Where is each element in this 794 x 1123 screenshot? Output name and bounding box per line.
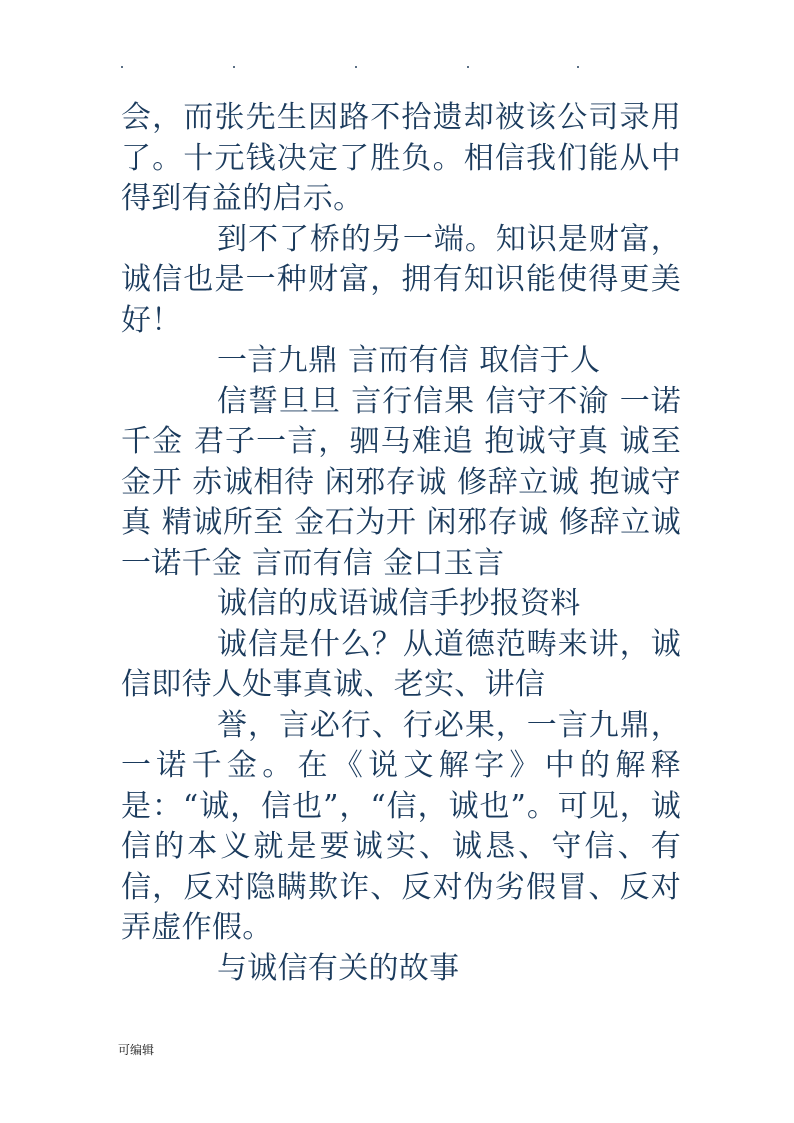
header-dot <box>233 66 235 68</box>
editable-label: 可编辑 <box>118 1043 155 1057</box>
header-dot <box>355 66 357 68</box>
header-dot <box>577 66 579 68</box>
header-dot-marks <box>121 66 679 72</box>
document-body <box>121 98 681 989</box>
paragraph: 一言九鼎 言而有信 取信于人 <box>217 343 601 378</box>
paragraph: 诚信的成语诚信手抄报资料 <box>217 586 581 621</box>
paragraph: 信誓旦旦 言行信果 信守不渝 一诺千金 君子一言，驷马难追 抱诚守真 诚至金开 赤诚相待 闲邪存诚 修辞立诚 抱诚守真 精诚所至 金石为开 闲邪存诚 修辞立诚 一诺千金 言而有信 金口玉言 <box>121 383 681 581</box>
paragraph: 誉，言必行、行必果，一言九鼎，一诺千金。在《说文解字》中的解释是：“诚，信也”，“信，诚也”。可见，诚信的本义就是要诚实、诚恳、守信、有信，反对隐瞒欺诈、反对伪劣假冒、反对弄虚作假。 <box>121 707 681 945</box>
paragraph: 会，而张先生因路不拾遗却被该公司录用了。十元钱决定了胜负。相信我们能从中得到有益的启示。 <box>121 100 681 216</box>
header-dot <box>121 66 123 68</box>
paragraph: 诚信是什么？从道德范畴来讲，诚信即待人处事真诚、老实、讲信 <box>121 626 681 702</box>
paragraph: 到不了桥的另一端。知识是财富，诚信也是一种财富，拥有知识能使得更美好！ <box>121 221 681 338</box>
paragraph: 与诚信有关的故事 <box>217 950 460 986</box>
header-dot <box>467 66 469 68</box>
